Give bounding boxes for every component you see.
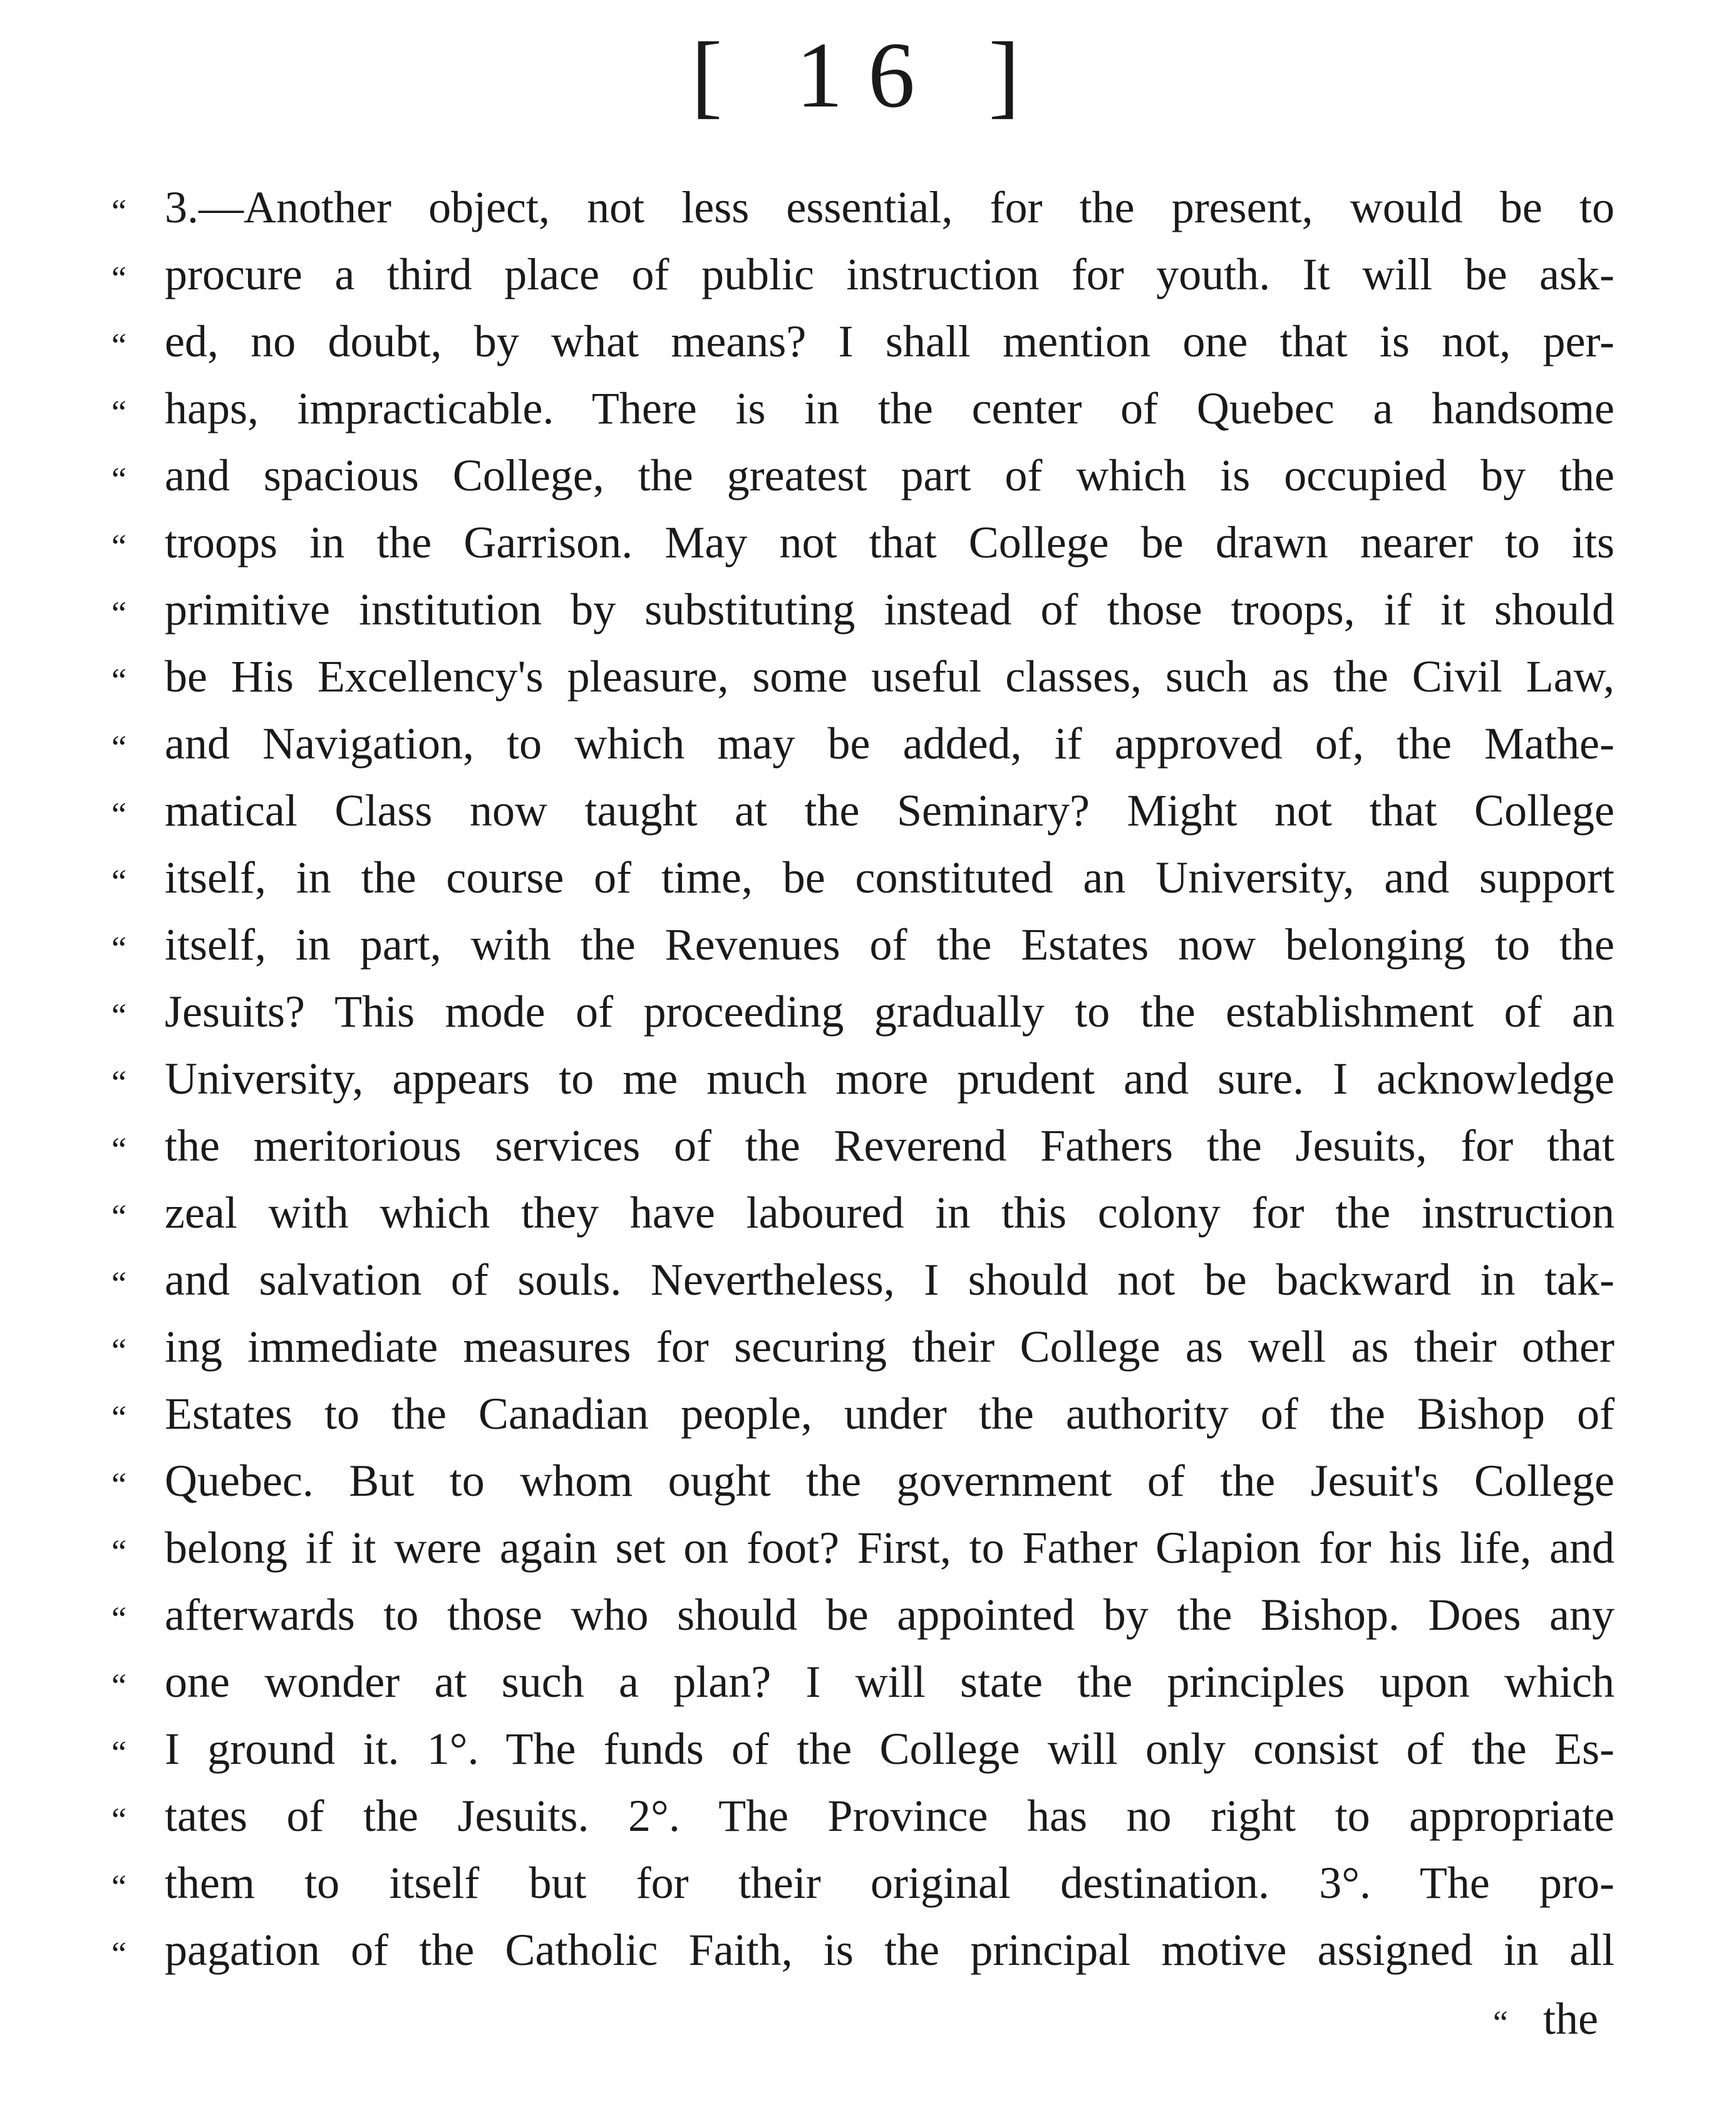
quote-mark: “ xyxy=(111,1868,127,1905)
text-line xyxy=(111,1515,1615,1582)
line-text: haps, impracticable. There is in the center of Quebec a handsome xyxy=(165,383,1615,433)
text-line xyxy=(111,174,1615,241)
text-line xyxy=(111,844,1615,911)
line-text: primitive institution by substituting instead of those troops, if it should xyxy=(165,584,1615,635)
line-text: them to itself but for their original destination. 3°. The pro- xyxy=(165,1858,1615,1908)
text-line xyxy=(111,241,1615,308)
quote-mark: “ xyxy=(111,1734,127,1771)
text-line xyxy=(111,978,1615,1045)
quote-mark: “ xyxy=(111,259,127,297)
text-line xyxy=(111,1649,1615,1716)
text-line xyxy=(111,1381,1615,1448)
text-line xyxy=(111,308,1615,375)
line-text: Jesuits? This mode of proceeding gradually to the establishment of an xyxy=(165,987,1615,1037)
line-text: and spacious College, the greatest part of which is occupied by the xyxy=(165,450,1615,500)
quote-mark: “ xyxy=(111,661,127,699)
text-line xyxy=(111,576,1615,643)
quote-mark: “ xyxy=(111,930,127,967)
quote-mark: “ xyxy=(111,192,127,230)
quote-mark: “ xyxy=(111,1131,127,1168)
quote-mark: “ xyxy=(111,1265,127,1302)
quote-mark: “ xyxy=(111,393,127,431)
text-line xyxy=(111,1783,1615,1850)
line-text: zeal with which they have laboured in this colony for the instruction xyxy=(165,1188,1615,1238)
line-text: itself, in the course of time, be constituted an University, and support xyxy=(165,852,1615,903)
text-line xyxy=(111,777,1615,844)
catchword xyxy=(1493,1986,1598,2056)
quote-mark: “ xyxy=(111,1935,127,1972)
line-text: 3.—Another object, not less essential, for the present, would be to xyxy=(165,182,1615,232)
line-text: troops in the Garrison. May not that College be drawn nearer to its xyxy=(165,517,1615,567)
line-text: matical Class now taught at the Seminary? Might not that College xyxy=(165,785,1615,836)
line-text: and Navigation, to which may be added, if approved of, the Mathe- xyxy=(165,718,1615,769)
line-text: belong if it were again set on foot? First, to Father Glapion for his life, and xyxy=(165,1523,1615,1573)
line-text: afterwards to those who should be appointed by the Bishop. Does any xyxy=(165,1590,1615,1640)
line-text: one wonder at such a plan? I will state the principles upon which xyxy=(165,1657,1615,1707)
page-number: [ 16 ] xyxy=(691,23,1045,127)
line-text: ing immediate measures for securing their College as well as their other xyxy=(165,1322,1615,1372)
text-line xyxy=(111,911,1615,978)
quote-mark: “ xyxy=(111,1332,127,1369)
quote-mark: “ xyxy=(111,1801,127,1838)
line-text: I ground it. 1°. The funds of the College will only consist of the Es- xyxy=(165,1724,1615,1774)
quote-mark: “ xyxy=(111,1064,127,1101)
line-text: tates of the Jesuits. 2°. The Province has no right to appropriate xyxy=(165,1791,1615,1841)
line-text: the meritorious services of the Reverend Fathers the Jesuits, for that xyxy=(165,1121,1615,1171)
quote-mark: “ xyxy=(111,460,127,498)
text-line xyxy=(111,1850,1615,1917)
text-line xyxy=(111,1179,1615,1246)
body-text xyxy=(111,174,1615,1984)
quote-mark: “ xyxy=(111,1600,127,1637)
quote-mark: “ xyxy=(1493,2004,1508,2041)
line-text: ed, no doubt, by what means? I shall mention one that is not, per- xyxy=(165,316,1615,366)
quote-mark: “ xyxy=(111,326,127,364)
text-line xyxy=(111,375,1615,442)
line-text: Estates to the Canadian people, under the authority of the Bishop of xyxy=(165,1389,1615,1439)
text-line xyxy=(111,1716,1615,1783)
text-line xyxy=(111,1246,1615,1313)
quote-mark: “ xyxy=(111,728,127,766)
line-text: Quebec. But to whom ought the government of the Jesuit's College xyxy=(165,1456,1615,1506)
quote-mark: “ xyxy=(111,1667,127,1704)
text-line xyxy=(111,1917,1615,1984)
quote-mark: “ xyxy=(111,1198,127,1235)
text-line xyxy=(111,1313,1615,1381)
quote-mark: “ xyxy=(111,527,127,565)
quote-mark: “ xyxy=(111,795,127,833)
quote-mark: “ xyxy=(111,594,127,632)
catchword-text: the xyxy=(1543,1994,1598,2044)
quote-mark: “ xyxy=(111,863,127,900)
text-line xyxy=(111,442,1615,509)
line-text: pagation of the Catholic Faith, is the principal motive assigned in all xyxy=(165,1925,1615,1975)
text-line xyxy=(111,1582,1615,1649)
text-line xyxy=(111,1045,1615,1112)
line-text: and salvation of souls. Nevertheless, I should not be backward in tak- xyxy=(165,1255,1615,1305)
quote-mark: “ xyxy=(111,1399,127,1436)
text-line xyxy=(111,1448,1615,1515)
line-text: procure a third place of public instruction for youth. It will be ask- xyxy=(165,249,1615,299)
quote-mark: “ xyxy=(111,1466,127,1503)
line-text: itself, in part, with the Revenues of the Estates now belonging to the xyxy=(165,920,1615,970)
line-text: University, appears to me much more prudent and sure. I acknowledge xyxy=(165,1054,1615,1104)
text-line xyxy=(111,1112,1615,1179)
quote-mark: “ xyxy=(111,997,127,1034)
text-line xyxy=(111,710,1615,777)
quote-mark: “ xyxy=(111,1533,127,1570)
text-line xyxy=(111,509,1615,576)
text-line xyxy=(111,643,1615,710)
line-text: be His Excellency's pleasure, some useful classes, such as the Civil Law, xyxy=(165,651,1615,702)
